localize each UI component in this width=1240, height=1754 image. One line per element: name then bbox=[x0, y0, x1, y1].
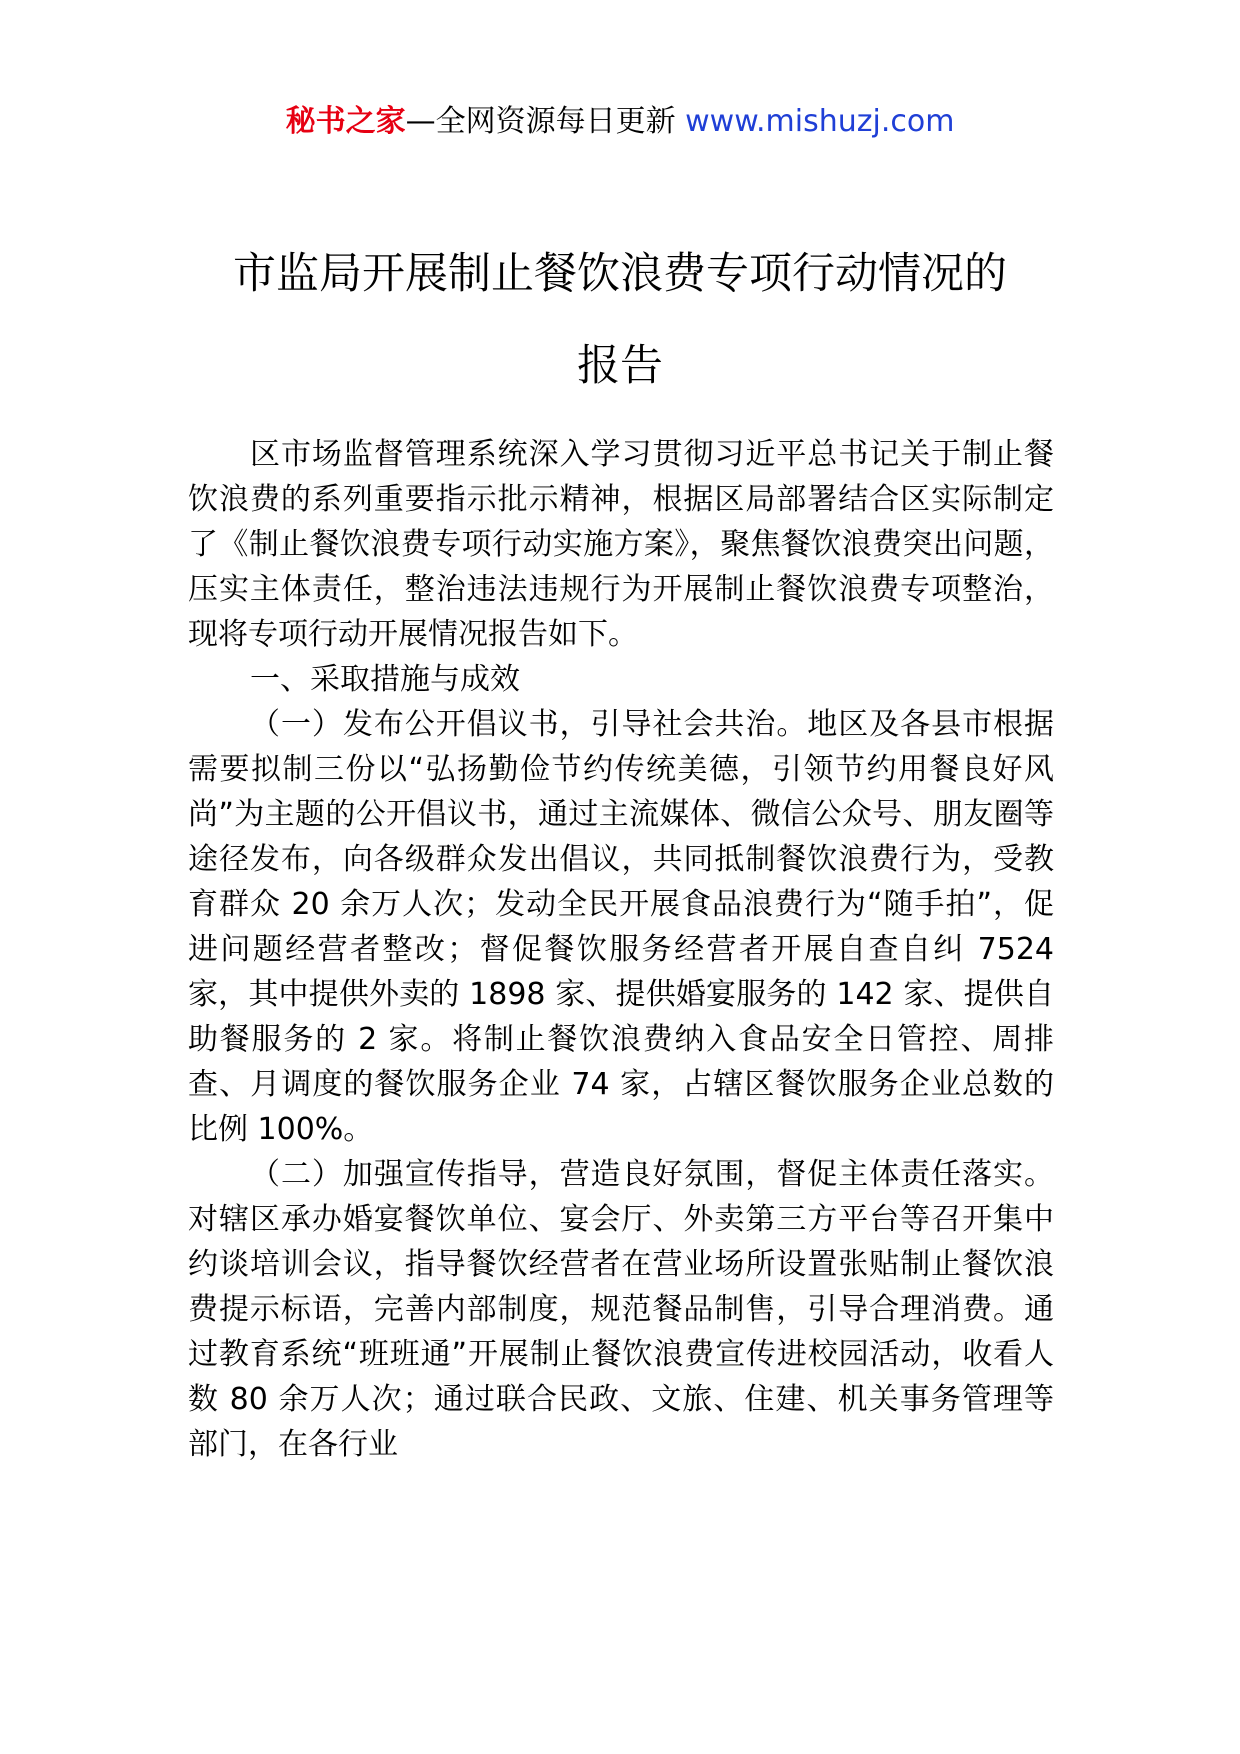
site-header bbox=[0, 100, 1240, 144]
intro-paragraph: 区市场监督管理系统深入学习贯彻习近平总书记关于制止餐饮浪费的系列重要指示批示精神，根据区局部署结合区实际制定了《制止餐饮浪费专项行动实施方案》，聚焦餐饮浪费突出问题，压实主体责任，整治违法违规行为开展制止餐饮浪费专项整治，现将专项行动开展情况报告如下。 bbox=[188, 437, 1054, 652]
subsection-paragraph-1: （一）发布公开倡议书，引导社会共治。地区及各县市根据需要拟制三份以“弘扬勤俭节约传统美德，引领节约用餐良好风尚”为主题的公开倡议书，通过主流媒体、微信公众号、朋友圈等途径发布，向各级群众发出倡议，共同抵制餐饮浪费行为，受教育群众 20 余万人次；发动全民开展食品浪费行为“随手拍”，促进问题经营者整改；督促餐饮服务经营者开展自查自纠 7524 家，其中提供外卖的 1898 家、提供婚宴服务的 142 家、提供自助餐服务的 2 家。将制止餐饮浪费纳入食品安全日管控、周排查、月调度的餐饮服务企业 74 家，占辖区餐饮服务企业总数的比例 100%。 bbox=[188, 707, 1054, 1147]
section-heading: 一、采取措施与成效 bbox=[250, 662, 520, 697]
site-url-link[interactable]: www.mishuzj.com bbox=[685, 104, 955, 139]
site-tagline: —全网资源每日更新 bbox=[405, 104, 686, 139]
subsection-paragraph-2: （二）加强宣传指导，营造良好氛围，督促主体责任落实。对辖区承办婚宴餐饮单位、宴会厅、外卖第三方平台等召开集中约谈培训会议，指导餐饮经营者在营业场所设置张贴制止餐饮浪费提示标语，完善内部制度，规范餐品制售，引导合理消费。通过教育系统“班班通”开展制止餐饮浪费宣传进校园活动，收看人数 80 余万人次；通过联合民政、文旅、住建、机关事务管理等部门，在各行业 bbox=[188, 1157, 1054, 1462]
document-title-line-2: 报告 bbox=[577, 341, 663, 391]
document-title bbox=[100, 228, 1140, 412]
document-title-line-1: 市监局开展制止餐饮浪费专项行动情况的 bbox=[233, 249, 1007, 299]
document-body bbox=[188, 432, 1054, 1467]
site-brand: 秘书之家 bbox=[285, 104, 406, 139]
